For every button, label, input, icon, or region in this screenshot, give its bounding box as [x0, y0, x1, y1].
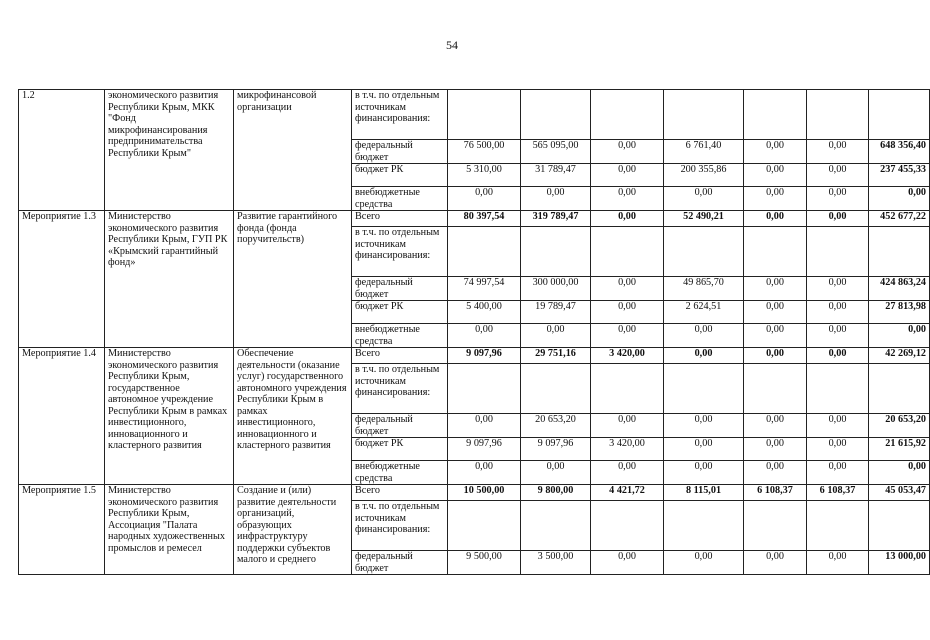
- cell-value: [521, 227, 591, 277]
- cell-value: 45 053,47: [869, 485, 930, 501]
- cell-value: 0,00: [807, 414, 869, 438]
- cell-value: 5 310,00: [448, 164, 521, 187]
- cell-value: 0,00: [664, 438, 744, 461]
- cell-value: 424 863,24: [869, 277, 930, 301]
- cell-value: 5 400,00: [448, 301, 521, 324]
- cell-value: 9 097,96: [448, 348, 521, 364]
- cell-value: 4 421,72: [591, 485, 664, 501]
- cell-value: [591, 90, 664, 140]
- cell-value: 0,00: [807, 461, 869, 485]
- cell-value: 0,00: [869, 187, 930, 211]
- cell-value: [869, 90, 930, 140]
- cell-source: Всего: [352, 348, 448, 364]
- cell-value: 2 624,51: [664, 301, 744, 324]
- cell-value: 0,00: [807, 164, 869, 187]
- table-row: [19, 485, 930, 501]
- cell-value: [744, 227, 807, 277]
- cell-value: [664, 90, 744, 140]
- cell-value: [664, 364, 744, 414]
- cell-value: 3 500,00: [521, 551, 591, 575]
- cell-value: [869, 227, 930, 277]
- cell-value: 0,00: [591, 301, 664, 324]
- cell-value: 0,00: [744, 140, 807, 164]
- cell-value: [521, 90, 591, 140]
- cell-value: 0,00: [744, 324, 807, 348]
- cell-source: Всего: [352, 211, 448, 227]
- cell-value: [448, 227, 521, 277]
- cell-value: 0,00: [448, 461, 521, 485]
- cell-value: 319 789,47: [521, 211, 591, 227]
- cell-value: 0,00: [591, 414, 664, 438]
- cell-value: 9 097,96: [521, 438, 591, 461]
- cell-value: 9 500,00: [448, 551, 521, 575]
- cell-source: внебюджетные средства: [352, 461, 448, 485]
- cell-name: Развитие гарантийного фонда (фонда поручительств): [234, 211, 352, 348]
- cell-value: 0,00: [744, 301, 807, 324]
- cell-value: 3 420,00: [591, 438, 664, 461]
- table-row: [19, 90, 930, 140]
- cell-event: Мероприятие 1.5: [19, 485, 105, 575]
- cell-value: 27 813,98: [869, 301, 930, 324]
- cell-value: 0,00: [664, 461, 744, 485]
- cell-value: 0,00: [807, 438, 869, 461]
- cell-value: 0,00: [744, 438, 807, 461]
- cell-value: [448, 90, 521, 140]
- cell-value: 0,00: [448, 414, 521, 438]
- table-row: [19, 211, 930, 227]
- cell-value: [807, 364, 869, 414]
- cell-value: [664, 227, 744, 277]
- cell-value: [807, 501, 869, 551]
- cell-value: 0,00: [664, 414, 744, 438]
- cell-value: [591, 501, 664, 551]
- cell-value: 10 500,00: [448, 485, 521, 501]
- cell-value: 0,00: [448, 324, 521, 348]
- cell-value: [664, 501, 744, 551]
- cell-value: 6 761,40: [664, 140, 744, 164]
- cell-value: 52 490,21: [664, 211, 744, 227]
- cell-value: 13 000,00: [869, 551, 930, 575]
- cell-value: 648 356,40: [869, 140, 930, 164]
- table-row: [19, 348, 930, 364]
- cell-value: 0,00: [744, 551, 807, 575]
- cell-value: [521, 501, 591, 551]
- cell-value: 0,00: [664, 551, 744, 575]
- cell-name: микрофинансовой организации: [234, 90, 352, 211]
- cell-value: 0,00: [521, 324, 591, 348]
- cell-source: бюджет РК: [352, 164, 448, 187]
- cell-value: 452 677,22: [869, 211, 930, 227]
- cell-source: Всего: [352, 485, 448, 501]
- cell-value: 21 615,92: [869, 438, 930, 461]
- cell-source: бюджет РК: [352, 301, 448, 324]
- cell-value: 0,00: [744, 414, 807, 438]
- cell-source: бюджет РК: [352, 438, 448, 461]
- cell-value: 76 500,00: [448, 140, 521, 164]
- cell-value: 0,00: [744, 164, 807, 187]
- cell-value: 20 653,20: [521, 414, 591, 438]
- cell-value: 0,00: [807, 187, 869, 211]
- cell-value: 0,00: [664, 187, 744, 211]
- cell-value: [807, 227, 869, 277]
- cell-source: в т.ч. по отдельным источникам финансирования:: [352, 227, 448, 277]
- cell-value: 3 420,00: [591, 348, 664, 364]
- cell-value: 80 397,54: [448, 211, 521, 227]
- cell-value: 0,00: [591, 187, 664, 211]
- cell-value: 0,00: [807, 551, 869, 575]
- cell-value: 0,00: [448, 187, 521, 211]
- cell-value: 0,00: [807, 140, 869, 164]
- cell-source: федеральный бюджет: [352, 551, 448, 575]
- cell-value: 42 269,12: [869, 348, 930, 364]
- cell-value: [744, 90, 807, 140]
- cell-executor: Министерство экономического развития Республики Крым, ГУП РК «Крымский гарантийный фонд»: [105, 211, 234, 348]
- cell-value: [448, 364, 521, 414]
- cell-value: 19 789,47: [521, 301, 591, 324]
- cell-value: 0,00: [744, 187, 807, 211]
- cell-value: 0,00: [591, 324, 664, 348]
- cell-value: [591, 227, 664, 277]
- cell-value: 29 751,16: [521, 348, 591, 364]
- cell-value: [744, 501, 807, 551]
- budget-table: [18, 89, 930, 575]
- cell-value: 565 095,00: [521, 140, 591, 164]
- cell-value: 0,00: [807, 324, 869, 348]
- cell-value: 74 997,54: [448, 277, 521, 301]
- cell-value: 0,00: [807, 211, 869, 227]
- cell-value: [869, 364, 930, 414]
- cell-value: 0,00: [807, 301, 869, 324]
- cell-value: 6 108,37: [744, 485, 807, 501]
- cell-value: 6 108,37: [807, 485, 869, 501]
- cell-executor: Министерство экономического развития Республики Крым, Ассоциация "Палата народных художественных промыслов и ремесел: [105, 485, 234, 575]
- cell-value: 49 865,70: [664, 277, 744, 301]
- cell-value: [521, 364, 591, 414]
- cell-value: 0,00: [744, 348, 807, 364]
- cell-value: 0,00: [591, 277, 664, 301]
- cell-value: 0,00: [807, 348, 869, 364]
- cell-value: 0,00: [869, 461, 930, 485]
- cell-value: 0,00: [664, 348, 744, 364]
- cell-value: [869, 501, 930, 551]
- cell-value: [744, 364, 807, 414]
- cell-value: [591, 364, 664, 414]
- cell-value: [807, 90, 869, 140]
- cell-executor: экономического развития Республики Крым, МКК "Фонд микрофинансирования предпринимательства Республики Крым": [105, 90, 234, 211]
- cell-value: 0,00: [744, 277, 807, 301]
- page-number: 54: [446, 38, 458, 52]
- cell-executor: Министерство экономического развития Республики Крым, государственное автономное учреждение Республики Крым в рамках инвестиционного, инновационного и кластерного развития: [105, 348, 234, 485]
- cell-value: 0,00: [591, 461, 664, 485]
- cell-value: 200 355,86: [664, 164, 744, 187]
- cell-source: федеральный бюджет: [352, 277, 448, 301]
- cell-value: 0,00: [521, 461, 591, 485]
- cell-value: 0,00: [591, 551, 664, 575]
- cell-name: Создание и (или) развитие деятельности организаций, образующих инфраструктуру поддержки субъектов малого и среднего: [234, 485, 352, 575]
- cell-value: 9 097,96: [448, 438, 521, 461]
- cell-value: 31 789,47: [521, 164, 591, 187]
- cell-source: внебюджетные средства: [352, 187, 448, 211]
- cell-value: 0,00: [807, 277, 869, 301]
- cell-name: Обеспечение деятельности (оказание услуг) государственного автономного учреждения Республики Крым в рамках инвестиционного, инновационного и кластерного развития: [234, 348, 352, 485]
- cell-value: 0,00: [591, 140, 664, 164]
- cell-value: 0,00: [869, 324, 930, 348]
- cell-value: 0,00: [744, 461, 807, 485]
- cell-value: 0,00: [664, 324, 744, 348]
- cell-source: федеральный бюджет: [352, 140, 448, 164]
- cell-value: 9 800,00: [521, 485, 591, 501]
- cell-source: внебюджетные средства: [352, 324, 448, 348]
- cell-event: 1.2: [19, 90, 105, 211]
- cell-value: 0,00: [591, 211, 664, 227]
- cell-source: в т.ч. по отдельным источникам финансирования:: [352, 501, 448, 551]
- cell-source: федеральный бюджет: [352, 414, 448, 438]
- cell-value: 300 000,00: [521, 277, 591, 301]
- cell-source: в т.ч. по отдельным источникам финансирования:: [352, 90, 448, 140]
- cell-value: 8 115,01: [664, 485, 744, 501]
- cell-event: Мероприятие 1.3: [19, 211, 105, 348]
- cell-event: Мероприятие 1.4: [19, 348, 105, 485]
- cell-value: 0,00: [521, 187, 591, 211]
- cell-value: 20 653,20: [869, 414, 930, 438]
- table-body: [19, 90, 930, 575]
- cell-value: 0,00: [591, 164, 664, 187]
- cell-value: 0,00: [744, 211, 807, 227]
- cell-source: в т.ч. по отдельным источникам финансирования:: [352, 364, 448, 414]
- cell-value: [448, 501, 521, 551]
- cell-value: 237 455,33: [869, 164, 930, 187]
